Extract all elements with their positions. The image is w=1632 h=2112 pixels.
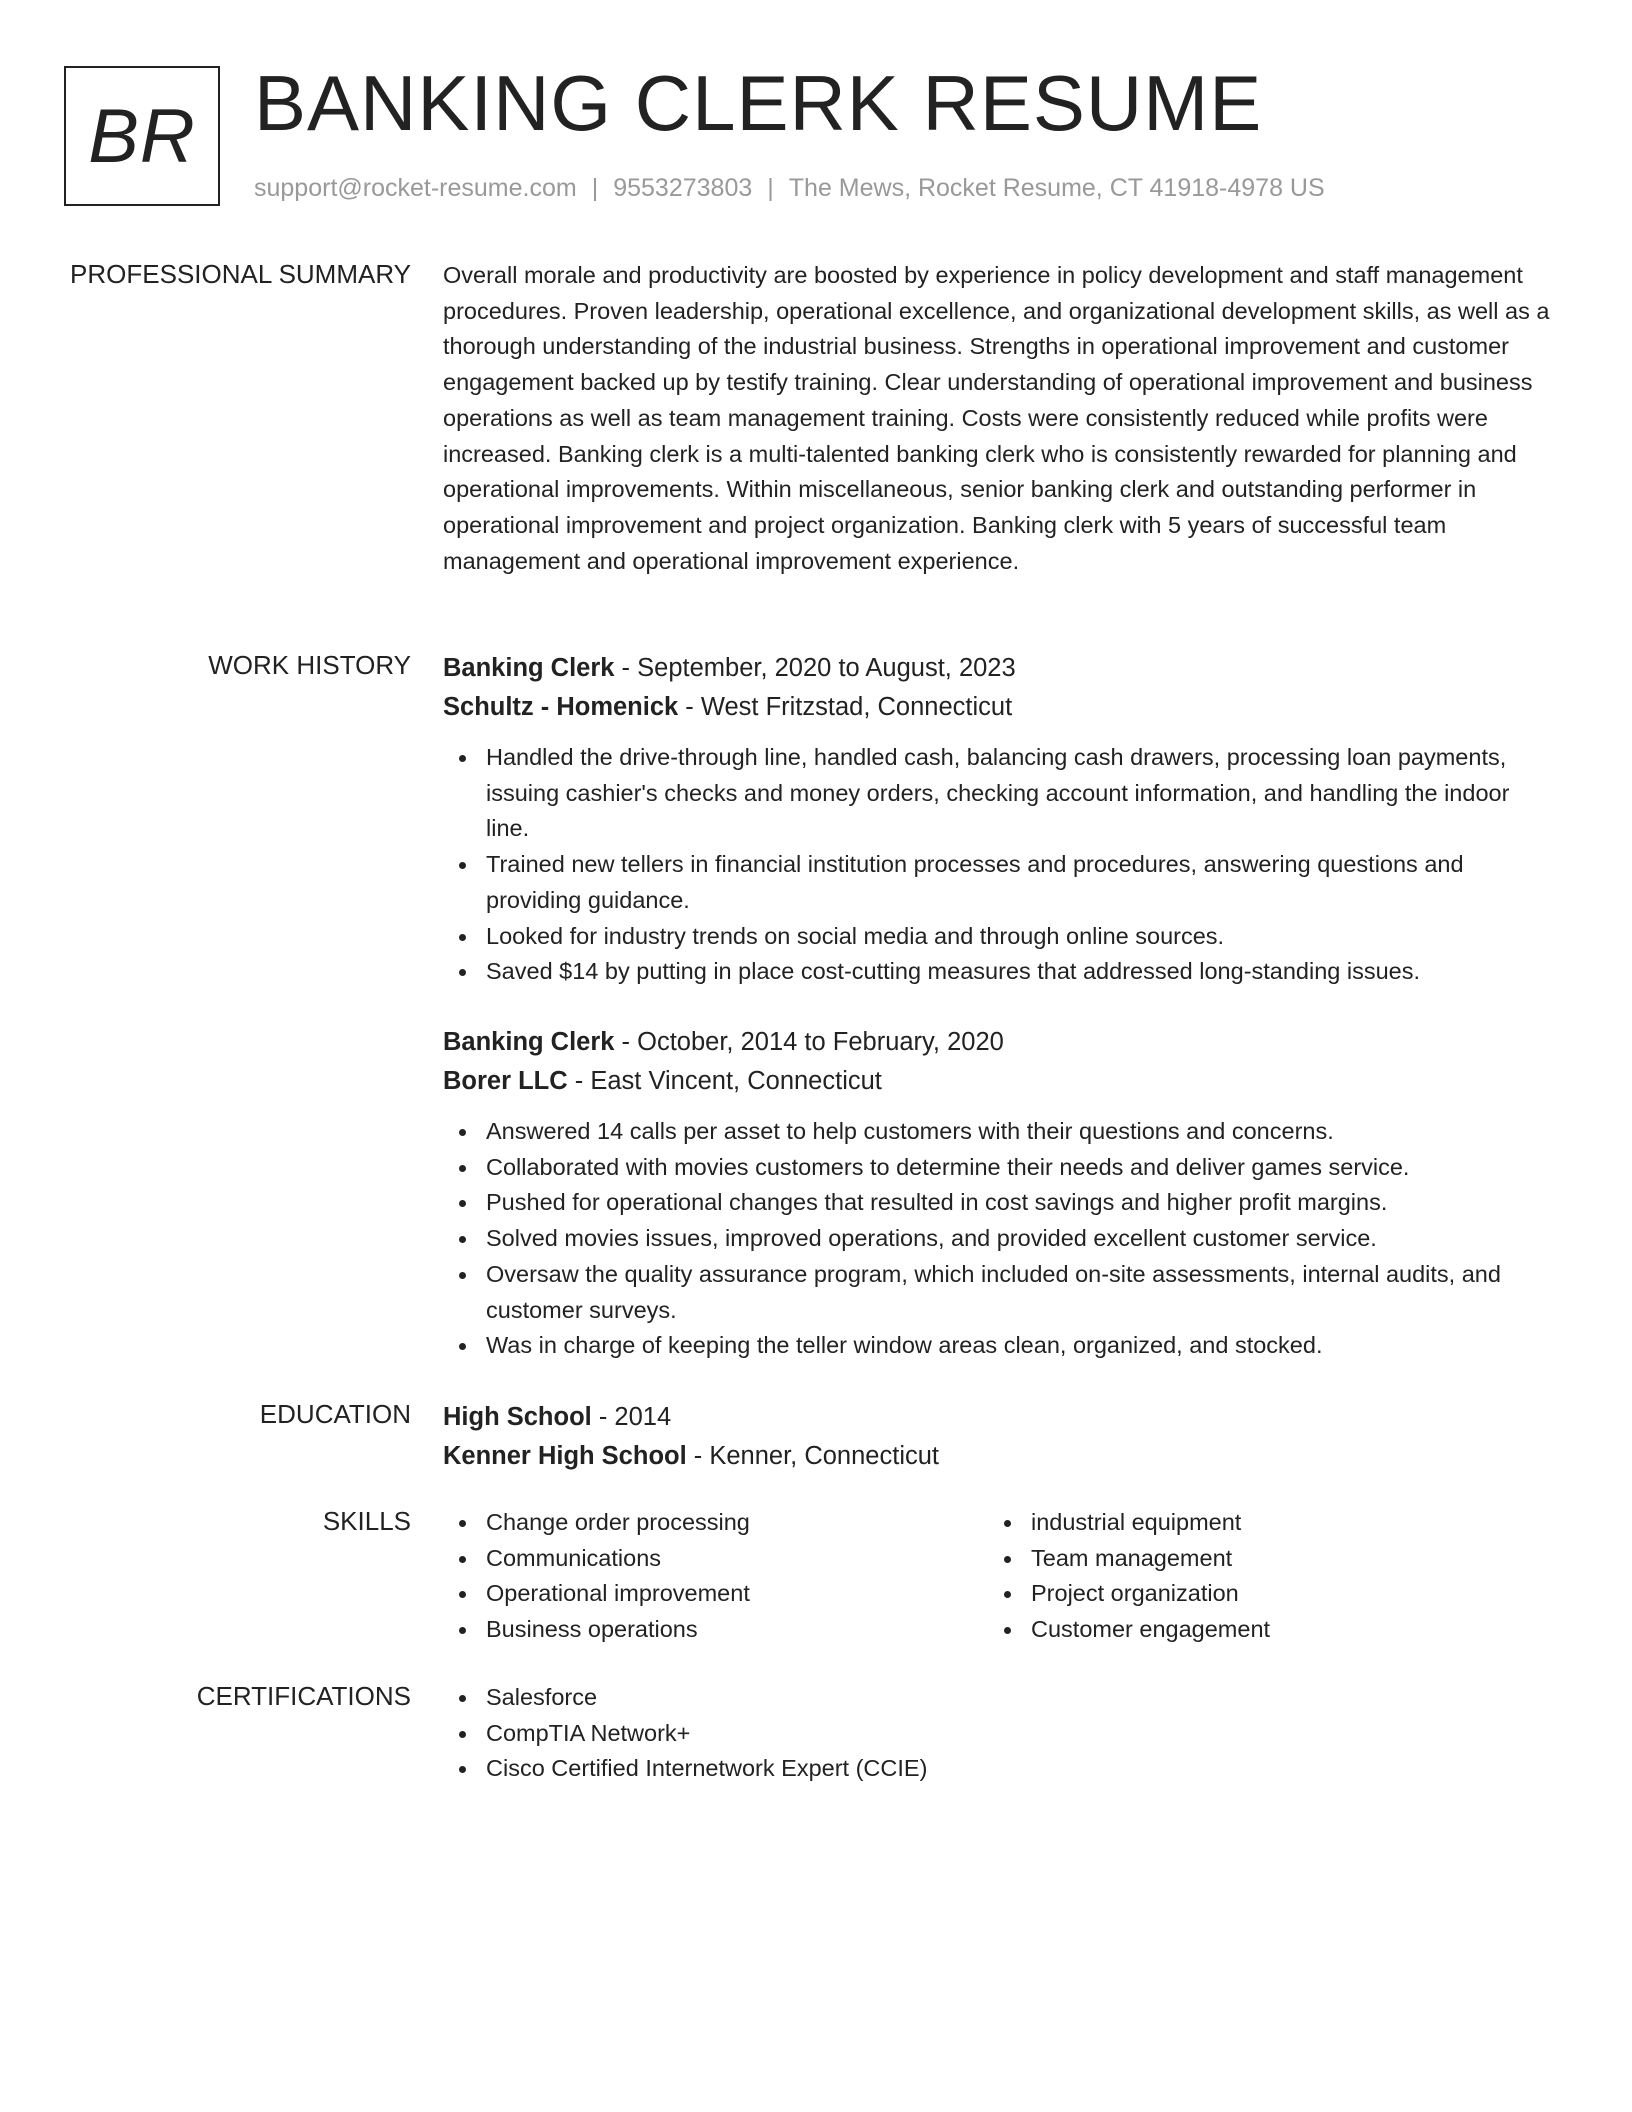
education-heading: EDUCATION [259,1399,411,1429]
contact-separator: | [591,174,599,202]
skills-grid [443,1505,1553,1648]
job-entry [443,649,1553,990]
skills-list [443,1505,988,1648]
job-bullet: Handled the drive-through line, handled cash, balancing cash drawers, processing loan payments, issuing cashier's checks and money orders, checking account information, and handling the indoor line. [486,740,1553,847]
monogram-logo: BR [64,66,220,206]
skill-item: Team management [1031,1541,1533,1577]
work-history-body [443,649,1553,1359]
job-location: - West Fritzstad, Connecticut [678,693,1013,721]
job-location: - East Vincent, Connecticut [567,1067,882,1095]
job-title-line [443,649,1553,688]
skill-item: Change order processing [486,1505,988,1541]
contact-separator: | [767,174,774,202]
certifications-heading: CERTIFICATIONS [196,1681,411,1711]
page-title: BANKING CLERK RESUME [254,59,1263,147]
job-company: Borer LLC [443,1067,568,1095]
skill-item: Business operations [486,1612,988,1648]
job-title: Banking Clerk [443,654,615,682]
job-bullet: Saved $14 by putting in place cost-cutting measures that addressed long-standing issues. [486,954,1553,990]
summary-heading: PROFESSIONAL SUMMARY [70,259,411,289]
job-company-line [443,1062,1553,1101]
job-bullet: Was in charge of keeping the teller window areas clean, organized, and stocked. [486,1328,1553,1364]
certifications-list [443,1680,1553,1787]
job-bullet: Solved movies issues, improved operations, and provided excellent customer service. [486,1221,1553,1257]
contact-line [254,172,1325,204]
skills-column [443,1505,988,1648]
skills-body [443,1505,1553,1648]
job-company-line [443,688,1553,727]
contact-email: support@rocket-resume.com [254,174,577,202]
education-school-line [443,1437,1553,1476]
job-bullets [443,740,1553,990]
summary-text: Overall morale and productivity are boosted by experience in policy development and staff management procedures. Proven leadership, operational excellence, and organizational development skills, as well as a thorough understanding of the industrial business. Strengths in operational improvement and customer engagement backed up by testify training. Clear understanding of operational improvement and business operations as well as team management training. Costs were consistently reduced while profits were increased. Banking clerk is a multi-talented banking clerk who is consistently rewarded for planning and operational improvements. Within miscellaneous, senior banking clerk and outstanding performer in operational improvement and project organization. Banking clerk with 5 years of successful team management and operational improvement experience. [443,262,1550,574]
job-entry [443,1023,1553,1364]
education-school: Kenner High School [443,1442,687,1470]
job-bullet: Answered 14 calls per asset to help customers with their questions and concerns. [486,1114,1553,1150]
education-year: - 2014 [591,1403,672,1431]
education-degree: High School [443,1403,592,1431]
skill-item: Communications [486,1541,988,1577]
skill-item: Project organization [1031,1576,1533,1612]
skills-column [988,1505,1533,1648]
summary-body [443,258,1553,579]
education-body [443,1398,1553,1476]
work-history-heading: WORK HISTORY [208,650,411,680]
job-bullet: Oversaw the quality assurance program, which included on-site assessments, internal audits, and customer surveys. [486,1257,1553,1328]
skills-heading: SKILLS [322,1506,411,1536]
job-bullet: Collaborated with movies customers to determine their needs and deliver games service. [486,1150,1553,1186]
job-bullet: Trained new tellers in financial institution processes and procedures, answering questions and providing guidance. [486,847,1553,918]
skill-item: Operational improvement [486,1576,988,1612]
contact-phone: 9553273803 [613,174,753,202]
job-title-line [443,1023,1553,1062]
certification-item: CompTIA Network+ [486,1716,1553,1752]
job-company: Schultz - Homenick [443,693,679,721]
job-bullet: Looked for industry trends on social media and through online sources. [486,919,1553,955]
job-bullets [443,1114,1553,1364]
job-dates: - October, 2014 to February, 2020 [614,1028,1004,1056]
skill-item: industrial equipment [1031,1505,1533,1541]
education-location: - Kenner, Connecticut [686,1442,939,1470]
education-degree-line [443,1398,1553,1437]
contact-address: The Mews, Rocket Resume, CT 41918-4978 US [788,174,1325,202]
job-dates: - September, 2020 to August, 2023 [614,654,1016,682]
skill-item: Customer engagement [1031,1612,1533,1648]
job-bullet: Pushed for operational changes that resulted in cost savings and higher profit margins. [486,1185,1553,1221]
certifications-body [443,1680,1553,1787]
job-title: Banking Clerk [443,1028,615,1056]
certification-item: Cisco Certified Internetwork Expert (CCIE) [486,1751,1553,1787]
certification-item: Salesforce [486,1680,1553,1716]
skills-list [988,1505,1533,1648]
